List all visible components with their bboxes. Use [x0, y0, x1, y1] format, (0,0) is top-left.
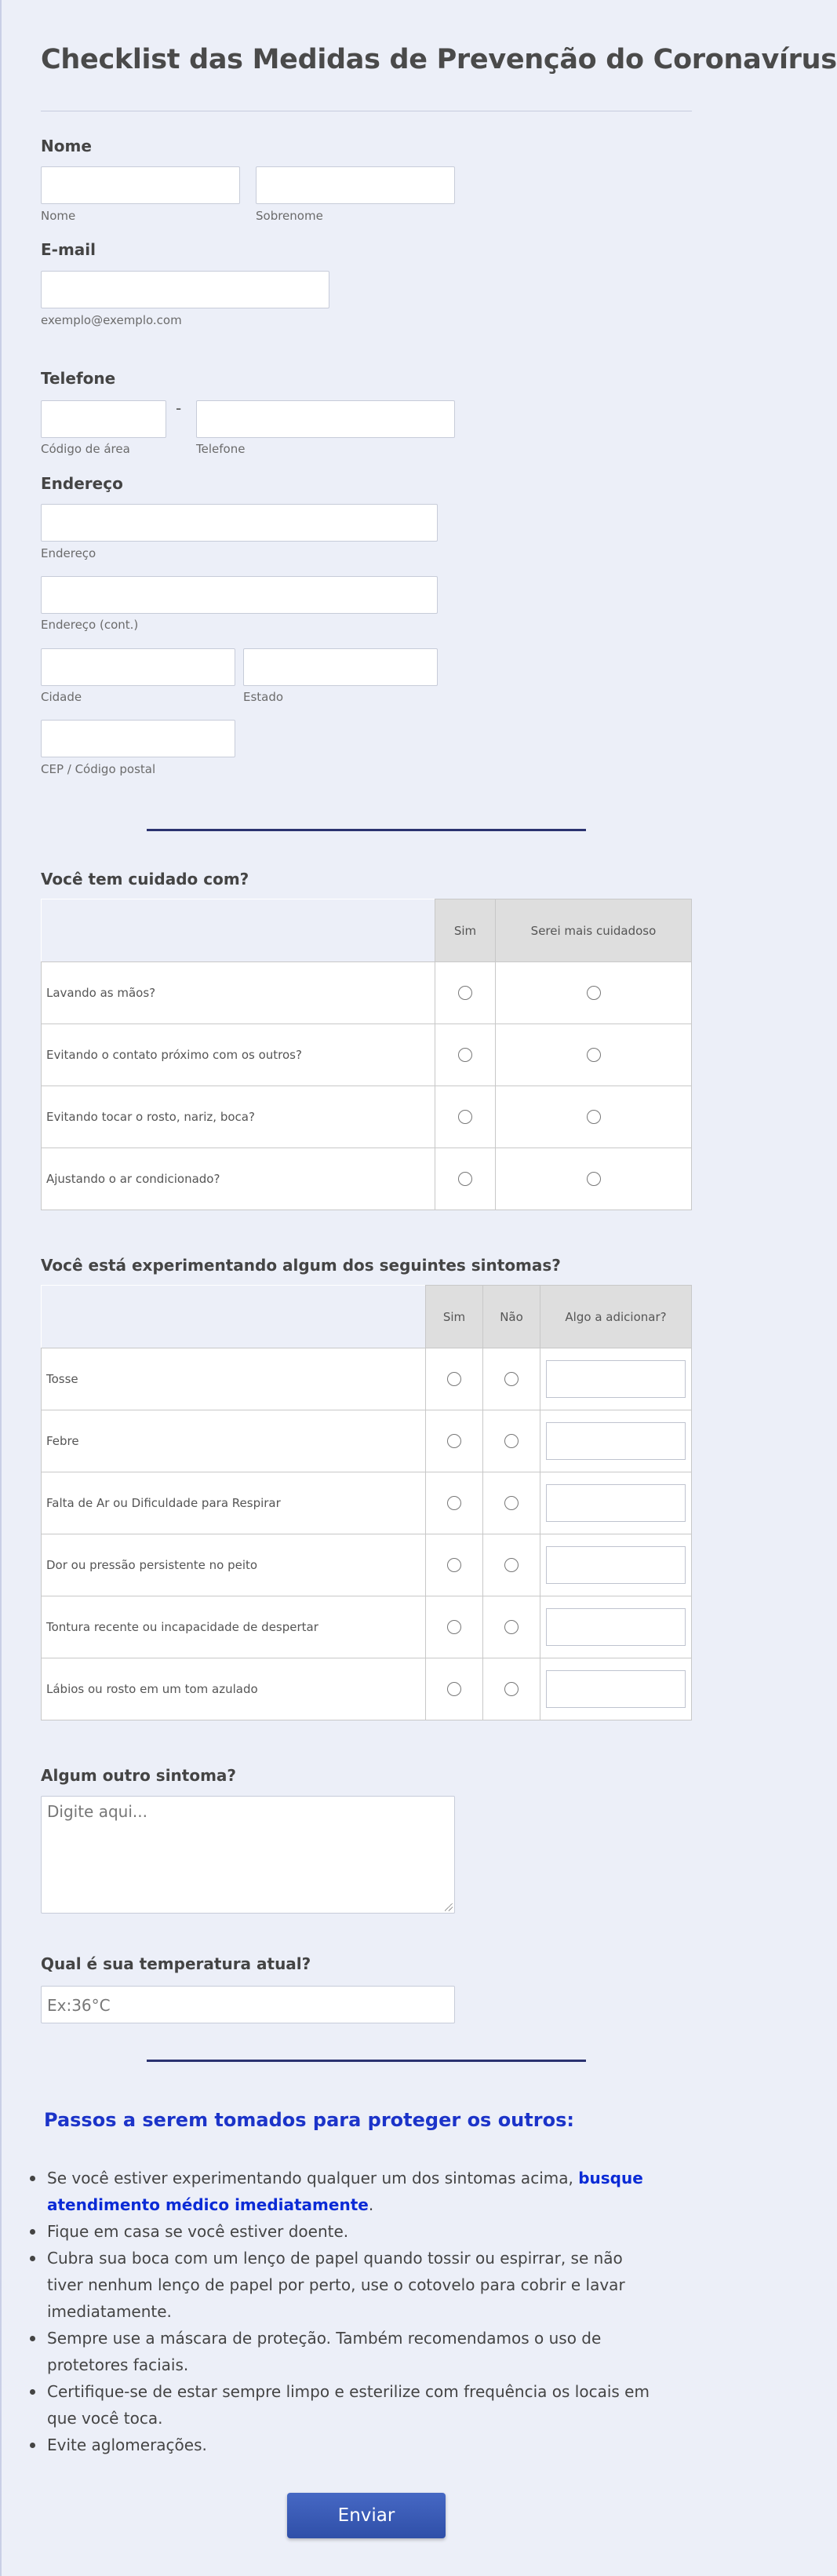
- address-label: Endereço: [41, 474, 123, 493]
- last-name-input[interactable]: [256, 166, 455, 204]
- care-matrix: [41, 899, 692, 1210]
- radio-button[interactable]: [587, 1110, 601, 1124]
- name-label: Nome: [41, 137, 92, 155]
- symptom-row-label: Lábios ou rosto em um tom azulado: [42, 1658, 426, 1720]
- care-col-careful: Serei mais cuidadoso: [496, 899, 692, 962]
- radio-button[interactable]: [504, 1496, 519, 1510]
- symptoms-matrix: [41, 1285, 692, 1720]
- symptom-note-input[interactable]: [546, 1670, 686, 1708]
- zip-input[interactable]: [41, 720, 235, 757]
- phone-number-sublabel: Telefone: [196, 442, 246, 456]
- table-row: [42, 1348, 692, 1410]
- radio-button[interactable]: [504, 1558, 519, 1572]
- temperature-placeholder: Ex:36°C: [47, 1996, 111, 2015]
- care-label: Você tem cuidado com?: [41, 870, 249, 888]
- steps-title: Passos a serem tomados para proteger os outros:: [44, 2109, 574, 2131]
- symptom-row-label: Dor ou pressão persistente no peito: [42, 1534, 426, 1596]
- symptom-note-input[interactable]: [546, 1422, 686, 1460]
- table-row: [42, 1024, 692, 1086]
- radio-button[interactable]: [587, 1048, 601, 1062]
- care-row-label: Lavando as mãos?: [42, 962, 435, 1024]
- care-row-label: Ajustando o ar condicionado?: [42, 1148, 435, 1210]
- symptom-row-label: Tosse: [42, 1348, 426, 1410]
- symptoms-col-nao: Não: [483, 1286, 540, 1348]
- list-item: Certifique-se de estar sempre limpo e esterilize com frequência os locais em que você toca.: [47, 2378, 651, 2432]
- list-item: Fique em casa se você estiver doente.: [47, 2218, 651, 2245]
- step-text-end: .: [368, 2195, 374, 2214]
- symptom-row-label: Falta de Ar ou Dificuldade para Respirar: [42, 1472, 426, 1534]
- first-name-input[interactable]: [41, 166, 240, 204]
- phone-number-input[interactable]: [196, 400, 455, 438]
- step-text: Se você estiver experimentando qualquer um dos sintomas acima,: [47, 2169, 579, 2187]
- radio-button[interactable]: [447, 1496, 461, 1510]
- list-item: [47, 2165, 651, 2218]
- last-name-sublabel: Sobrenome: [256, 209, 323, 223]
- care-col-sim: Sim: [435, 899, 496, 962]
- table-row: [42, 1472, 692, 1534]
- phone-separator: -: [176, 399, 182, 418]
- other-symptoms-textarea[interactable]: [41, 1796, 455, 1914]
- list-item: Sempre use a máscara de proteção. Também recomendamos o uso de protetores faciais.: [47, 2325, 651, 2378]
- table-row: [42, 1534, 692, 1596]
- radio-button[interactable]: [447, 1434, 461, 1448]
- table-row: [42, 1596, 692, 1658]
- city-sublabel: Cidade: [41, 690, 82, 704]
- radio-button[interactable]: [447, 1558, 461, 1572]
- list-item: Evite aglomerações.: [47, 2432, 651, 2458]
- first-name-sublabel: Nome: [41, 209, 76, 223]
- temperature-input[interactable]: [41, 1986, 455, 2023]
- area-code-sublabel: Código de área: [41, 442, 130, 456]
- state-sublabel: Estado: [243, 690, 284, 704]
- table-row: [42, 1410, 692, 1472]
- symptoms-col-sim: Sim: [426, 1286, 483, 1348]
- table-row: [42, 1148, 692, 1210]
- city-input[interactable]: [41, 648, 235, 686]
- radio-button[interactable]: [504, 1620, 519, 1634]
- medical-care-link[interactable]: busque atendimento médico imediatamente: [47, 2169, 643, 2214]
- radio-button[interactable]: [587, 1172, 601, 1186]
- address-line1-sublabel: Endereço: [41, 546, 96, 560]
- radio-button[interactable]: [504, 1372, 519, 1386]
- radio-button[interactable]: [458, 986, 472, 1000]
- other-symptoms-label: Algum outro sintoma?: [41, 1766, 237, 1785]
- steps-list: [47, 2165, 651, 2458]
- submit-button[interactable]: Enviar: [287, 2493, 446, 2538]
- table-row: [42, 962, 692, 1024]
- symptom-note-input[interactable]: [546, 1360, 686, 1398]
- email-input[interactable]: [41, 271, 329, 308]
- section-divider: [147, 829, 586, 831]
- radio-button[interactable]: [447, 1620, 461, 1634]
- symptoms-matrix-corner: [42, 1286, 426, 1348]
- zip-sublabel: CEP / Código postal: [41, 762, 156, 776]
- address-line2-sublabel: Endereço (cont.): [41, 618, 139, 632]
- symptoms-label: Você está experimentando algum dos seguintes sintomas?: [41, 1256, 561, 1275]
- resize-handle-icon[interactable]: [445, 1903, 453, 1911]
- temperature-label: Qual é sua temperatura atual?: [41, 1954, 311, 1973]
- symptom-note-input[interactable]: [546, 1484, 686, 1522]
- radio-button[interactable]: [458, 1110, 472, 1124]
- email-sublabel: exemplo@exemplo.com: [41, 313, 182, 327]
- symptom-row-label: Tontura recente ou incapacidade de despertar: [42, 1596, 426, 1658]
- table-row: [42, 1658, 692, 1720]
- section-divider: [147, 2060, 586, 2062]
- address-line1-input[interactable]: [41, 504, 438, 542]
- address-line2-input[interactable]: [41, 576, 438, 614]
- area-code-input[interactable]: [41, 400, 166, 438]
- other-symptoms-placeholder: Digite aqui...: [47, 1802, 147, 1821]
- phone-label: Telefone: [41, 369, 116, 388]
- radio-button[interactable]: [447, 1682, 461, 1696]
- radio-button[interactable]: [504, 1682, 519, 1696]
- email-label: E-mail: [41, 240, 96, 259]
- radio-button[interactable]: [458, 1172, 472, 1186]
- symptoms-col-add: Algo a adicionar?: [540, 1286, 692, 1348]
- care-row-label: Evitando tocar o rosto, nariz, boca?: [42, 1086, 435, 1148]
- table-row: [42, 1086, 692, 1148]
- radio-button[interactable]: [587, 986, 601, 1000]
- form-title: Checklist das Medidas de Prevenção do Coronavírus: [41, 44, 837, 75]
- symptom-note-input[interactable]: [546, 1546, 686, 1584]
- state-input[interactable]: [243, 648, 438, 686]
- radio-button[interactable]: [504, 1434, 519, 1448]
- radio-button[interactable]: [458, 1048, 472, 1062]
- list-item: Cubra sua boca com um lenço de papel quando tossir ou espirrar, se não tiver nenhum lenço de papel por perto, use o cotovelo para cobrir e lavar imediatamente.: [47, 2245, 651, 2325]
- care-matrix-corner: [42, 899, 435, 962]
- care-row-label: Evitando o contato próximo com os outros?: [42, 1024, 435, 1086]
- symptom-note-input[interactable]: [546, 1608, 686, 1646]
- symptom-row-label: Febre: [42, 1410, 426, 1472]
- radio-button[interactable]: [447, 1372, 461, 1386]
